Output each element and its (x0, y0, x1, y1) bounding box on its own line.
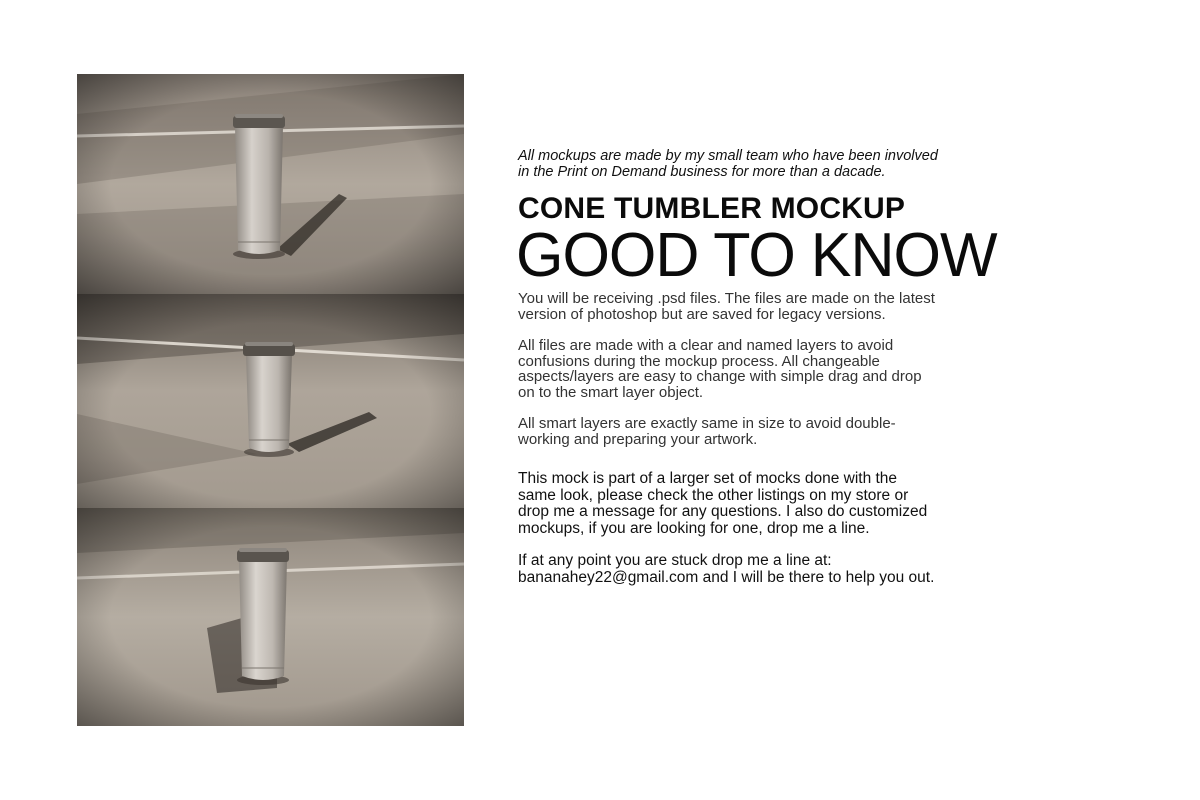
tumbler-photo-1 (77, 74, 464, 294)
product-title: CONE TUMBLER MOCKUP (518, 192, 906, 225)
intro-text: All mockups are made by my small team who have been involved in the Print on Demand business for more than a dacade. (518, 148, 938, 180)
mockup-photo-column (77, 74, 464, 726)
smart-layers-paragraph: All smart layers are exactly same in size to avoid double-working and preparing your artwork. (518, 415, 896, 448)
contact-paragraph: If at any point you are stuck drop me a line at: bananahey22@gmail.com and I will be there to help you out. (518, 552, 935, 586)
tumbler-photo-3 (77, 508, 464, 726)
set-paragraph: This mock is part of a larger set of mocks done with the same look, please check the other listings on my store or drop me a message for any questions. I also do customized mockups, if you are looking for one, drop me a line. (518, 470, 928, 537)
section-heading: GOOD TO KNOW (516, 219, 997, 290)
description-panel (518, 148, 1038, 586)
tumbler-photo-2 (77, 294, 464, 508)
layers-paragraph: All files are made with a clear and named layers to avoid confusions during the mockup process. All changeable aspects/layers are easy to change with simple drag and drop on to the smart layer object. (518, 337, 922, 401)
files-paragraph: You will be receiving .psd files. The files are made on the latest version of photoshop but are saved for legacy versions. (518, 290, 935, 323)
